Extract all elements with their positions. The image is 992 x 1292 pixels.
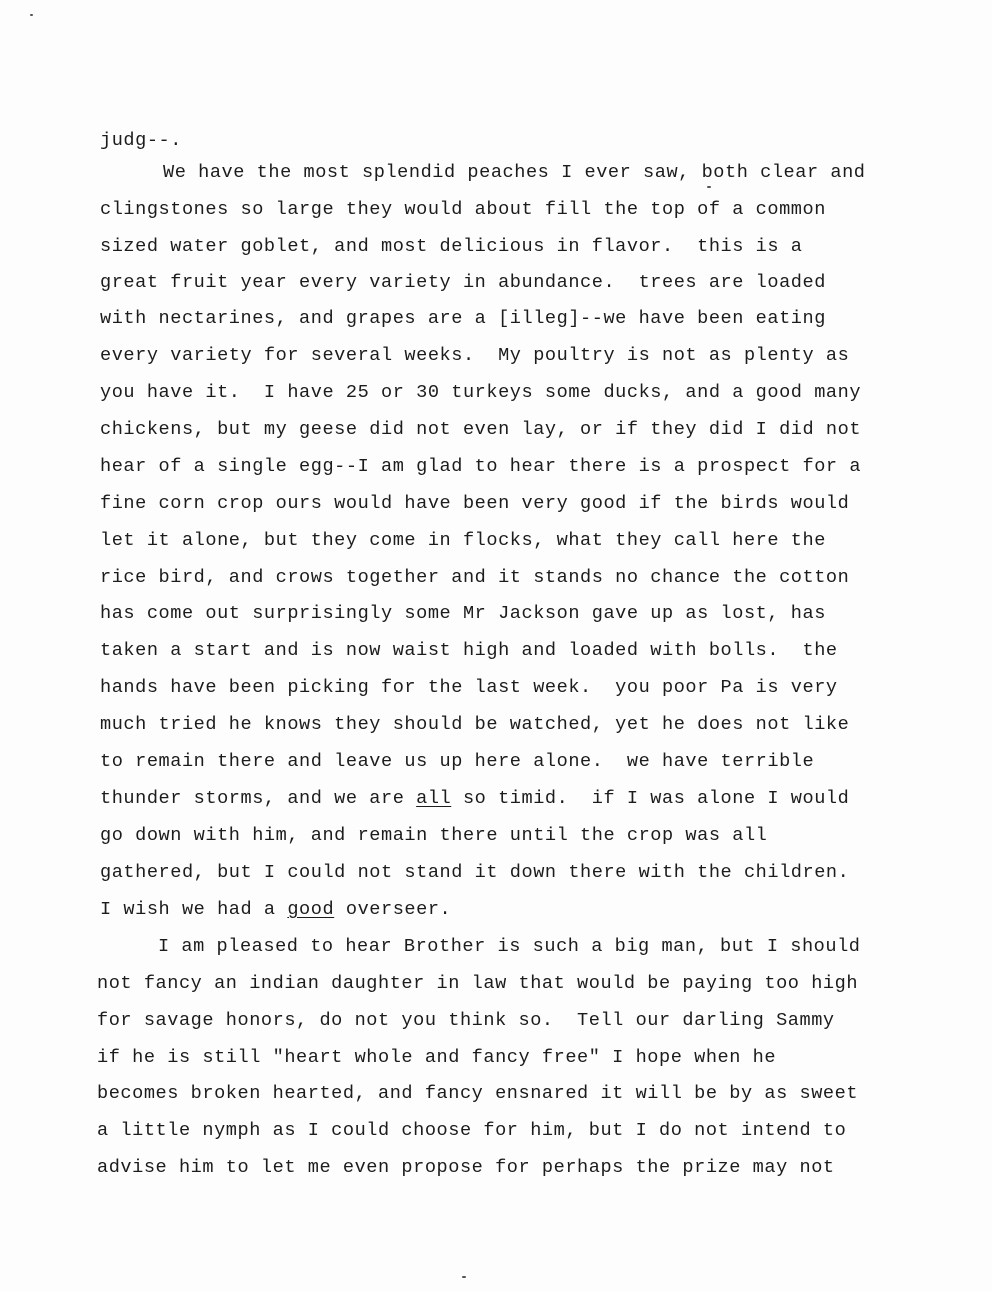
text-line: chickens, but my geese did not even lay, or if they did I did not <box>100 419 862 440</box>
text-line: becomes broken hearted, and fancy ensnared it will be by as sweet <box>97 1083 859 1104</box>
text-line: you have it. I have 25 or 30 turkeys some ducks, and a good many <box>100 382 862 403</box>
text-line: advise him to let me even propose for perhaps the prize may not <box>97 1157 835 1178</box>
text-line: with nectarines, and grapes are a [illeg]--we have been eating <box>100 308 826 329</box>
text-line: clingstones so large they would about fill the top of a common <box>100 199 826 220</box>
text-line <box>100 788 849 810</box>
scan-speck <box>462 1276 466 1278</box>
text-line: if he is still "heart whole and fancy free" I hope when he <box>97 1047 777 1068</box>
text-line: hands have been picking for the last week. you poor Pa is very <box>100 677 838 698</box>
text-line: not fancy an indian daughter in law that would be paying too high <box>97 973 859 994</box>
text-segment: thunder storms, and we are <box>100 788 417 809</box>
scan-speck <box>707 186 711 188</box>
text-line: sized water goblet, and most delicious in flavor. this is a <box>100 236 803 257</box>
text-line: let it alone, but they come in flocks, what they call here the <box>100 530 826 551</box>
text-line: has come out surprisingly some Mr Jackson gave up as lost, has <box>100 603 826 624</box>
text-line: fine corn crop ours would have been very good if the birds would <box>100 493 850 514</box>
text-line: judg--. <box>100 130 182 151</box>
underlined-word: all <box>416 788 452 809</box>
text-line: go down with him, and remain there until the crop was all <box>100 825 768 846</box>
text-line: a little nymph as I could choose for him, but I do not intend to <box>97 1120 847 1141</box>
text-line: to remain there and leave us up here alone. we have terrible <box>100 751 815 772</box>
text-line: rice bird, and crows together and it stands no chance the cotton <box>100 567 850 588</box>
underlined-word: good <box>287 899 335 920</box>
text-segment: so timid. if I was alone I would <box>451 788 850 809</box>
text-segment: overseer. <box>334 899 452 920</box>
text-line: for savage honors, do not you think so. Tell our darling Sammy <box>97 1010 835 1031</box>
scan-speck <box>30 14 33 16</box>
text-line <box>100 899 451 921</box>
text-segment: I wish we had a <box>100 899 288 920</box>
paragraph-start-line: I am pleased to hear Brother is such a big man, but I should <box>158 936 861 957</box>
text-line: gathered, but I could not stand it down there with the children. <box>100 862 850 883</box>
text-line: taken a start and is now waist high and loaded with bolls. the <box>100 640 838 661</box>
text-line: every variety for several weeks. My poultry is not as plenty as <box>100 345 850 366</box>
text-line: much tried he knows they should be watched, yet he does not like <box>100 714 850 735</box>
paragraph-start-line: We have the most splendid peaches I ever saw, both clear and <box>163 162 866 183</box>
text-line: great fruit year every variety in abundance. trees are loaded <box>100 272 826 293</box>
text-line: hear of a single egg--I am glad to hear there is a prospect for a <box>100 456 862 477</box>
